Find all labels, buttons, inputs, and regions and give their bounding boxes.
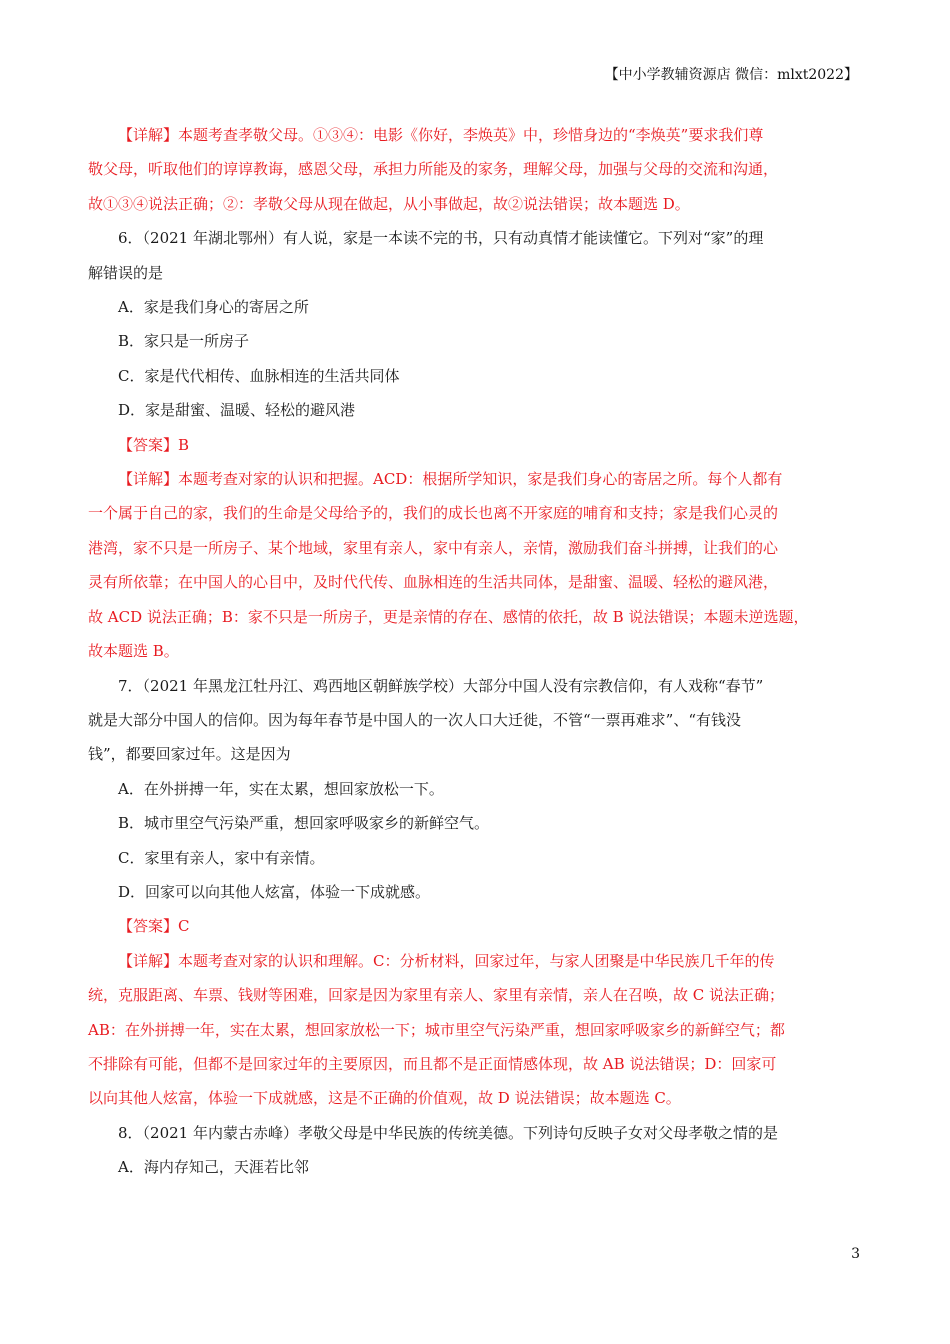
text-line: 【详解】本题考查对家的认识和把握。ACD：根据所学知识，家是我们身心的寄居之所。每个人都有 [118, 470, 783, 489]
page-header: 【中小学教辅资源店 微信：mlxt2022】 [604, 67, 858, 83]
question-6 [88, 221, 864, 290]
option-a: A．家是我们身心的寄居之所 [118, 298, 309, 317]
question-7-options [88, 772, 864, 910]
document-body [88, 118, 864, 1185]
text-line: 不排除有可能，但都不是回家过年的主要原因，而且都不是正面情感体现，故 AB 说法错误；D：回家可 [88, 1054, 777, 1073]
option-a: A．海内存知己，天涯若比邻 [118, 1158, 309, 1177]
text-line: 以向其他人炫富，体验一下成就感，这是不正确的价值观，故 D 说法错误；故本题选 C。 [88, 1089, 681, 1108]
option-b: B．家只是一所房子 [118, 332, 250, 351]
question-6-options [88, 290, 864, 428]
answer-q7: 【答案】C [118, 917, 190, 936]
text-line: 【详解】本题考查孝敬父母。①③④：电影《你好，李焕英》中，珍惜身边的“李焕英”要求我们尊 [118, 126, 764, 144]
option-b: B．城市里空气污染严重，想回家呼吸家乡的新鲜空气。 [118, 814, 490, 833]
explanation-q7 [88, 944, 864, 1116]
question-8-options [88, 1150, 864, 1184]
answer-q6: 【答案】B [118, 435, 190, 454]
text-line: 统，克服距离、车票、钱财等困难，回家是因为家里有亲人、家里有亲情，亲人在召唤，故 C 说法正确； [88, 986, 785, 1005]
option-a: A．在外拼搏一年，实在太累，想回家放松一下。 [118, 779, 444, 798]
option-c: C．家里有亲人，家中有亲情。 [118, 848, 325, 867]
page-number: 3 [851, 1246, 860, 1262]
text-line: 7．（2021 年黑龙江牡丹江、鸡西地区朝鲜族学校）大部分中国人没有宗教信仰，有人戏称“春节” [118, 676, 764, 695]
option-d: D．家是甜蜜、温暖、轻松的避风港 [118, 401, 356, 420]
text-line: 故①③④说法正确；②：孝敬父母从现在做起，从小事做起，故②说法错误；故本题选 D。 [88, 194, 690, 213]
text-line: 故 ACD 说法正确；B：家不只是一所房子，更是亲情的存在、感情的依托，故 B 说法错误；本题未逆选题， [88, 607, 809, 626]
text-line: 故本题选 B。 [88, 642, 179, 661]
text-line: 6．（2021 年湖北鄂州）有人说，家是一本读不完的书，只有动真情才能读懂它。下列对“家”的理 [118, 229, 764, 248]
option-c: C．家是代代相传、血脉相连的生活共同体 [118, 366, 400, 385]
text-line: 解错误的是 [88, 263, 164, 282]
text-line: 就是大部分中国人的信仰。因为每年春节是中国人的一次人口大迁徙，不管“一票再难求”、“有钱没 [88, 710, 742, 729]
question-7 [88, 669, 864, 772]
text-line: AB：在外拼搏一年，实在太累，想回家放松一下；城市里空气污染严重，想回家呼吸家乡的新鲜空气；都 [88, 1020, 785, 1039]
text-line: 【详解】本题考查对家的认识和理解。C：分析材料，回家过年，与家人团聚是中华民族几千年的传 [118, 951, 775, 970]
option-d: D．回家可以向其他人炫富，体验一下成就感。 [118, 882, 431, 901]
text-line: 钱”，都要回家过年。这是因为 [88, 745, 291, 764]
question-8 [88, 1116, 864, 1150]
text-line: 港湾，家不只是一所房子、某个地域，家里有亲人，家中有亲人，亲情，激励我们奋斗拼搏，让我们的心 [88, 538, 779, 557]
text-line: 敬父母，听取他们的谆谆教诲，感恩父母，承担力所能及的家务，理解父母，加强与父母的交流和沟通， [88, 160, 779, 179]
explanation-q5 [88, 118, 864, 221]
text-line: 8．（2021 年内蒙古赤峰）孝敬父母是中华民族的传统美德。下列诗句反映子女对父母孝敬之情的是 [118, 1123, 778, 1142]
text-line: 一个属于自己的家，我们的生命是父母给予的，我们的成长也离不开家庭的哺育和支持；家是我们心灵的 [88, 504, 779, 523]
text-line: 灵有所依靠；在中国人的心目中，及时代代传、血脉相连的生活共同体，是甜蜜、温暖、轻松的避风港， [88, 573, 779, 592]
explanation-q6 [88, 462, 864, 668]
